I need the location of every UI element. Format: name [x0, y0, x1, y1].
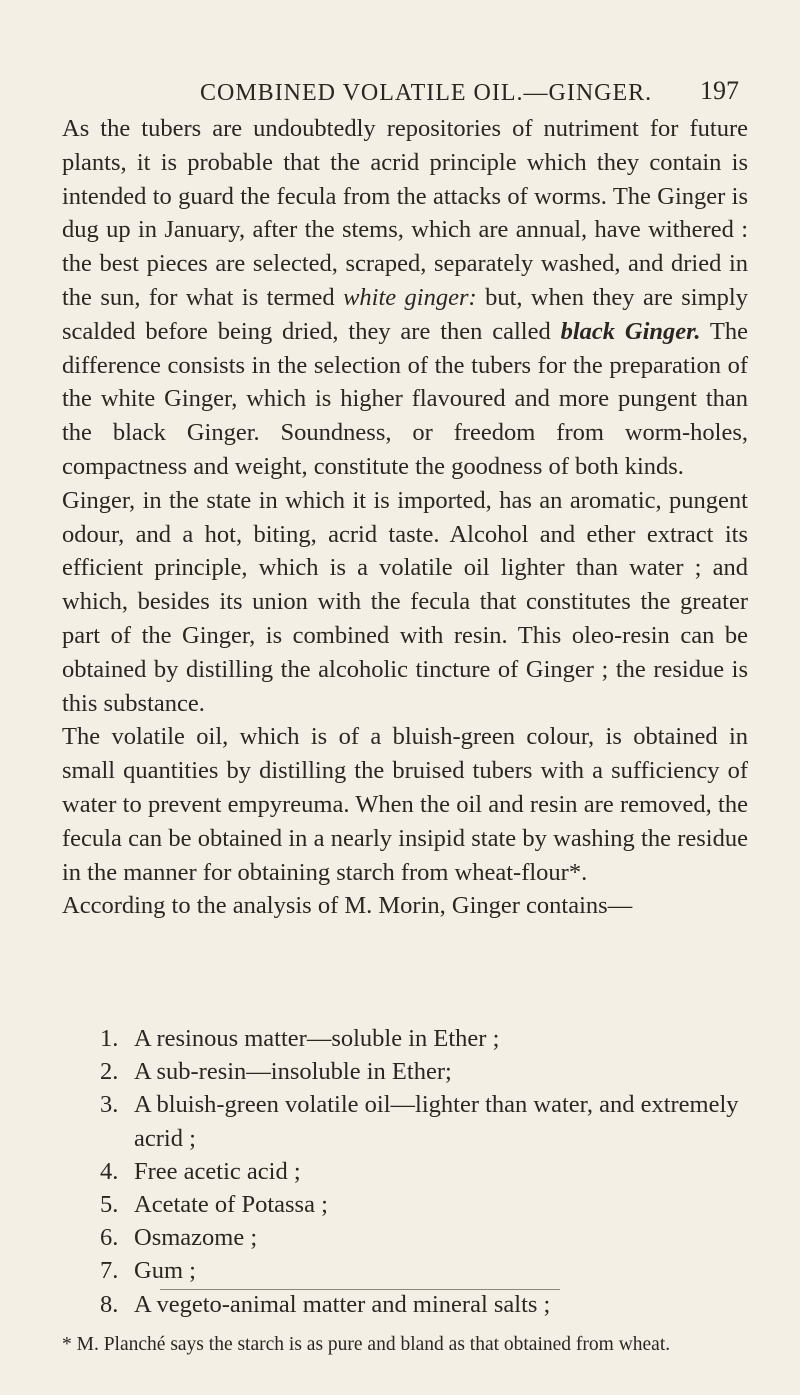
list-item — [100, 1254, 750, 1287]
list-item — [100, 1155, 750, 1188]
list-item — [100, 1055, 750, 1088]
paragraph-1-text-a: As the tubers are undoubtedly repositories of nutriment for future plants, it is probable that the acrid principle which they contain is intended to guard the fecula from the attacks of worms. The Ginger is dug up in January, after the stems, which are annual, have withered : the best pieces are selected, scraped, separately washed, and dried in the sun, for what is termed — [62, 115, 748, 311]
list-number: 6. — [100, 1224, 119, 1252]
list-item — [100, 1221, 750, 1254]
list-number: 4. — [100, 1157, 119, 1185]
list-item — [100, 1288, 750, 1321]
list-number: 5. — [100, 1191, 119, 1219]
list-text: A sub-resin—insoluble in Ether; — [134, 1058, 452, 1086]
list-text: Free acetic acid ; — [134, 1157, 301, 1185]
body-text — [62, 112, 748, 923]
paragraph-1-text-b: but, when they are simply scalded before being dried, they are then called — [62, 283, 748, 345]
paragraph-1 — [62, 112, 748, 484]
list-text: Gum ; — [134, 1257, 196, 1285]
page-number: 197 — [700, 76, 739, 105]
list-text: Osmazome ; — [134, 1224, 258, 1252]
white-ginger-term: white ginger: — [343, 283, 477, 311]
list-number: 8. — [100, 1290, 119, 1318]
list-number: 3. — [100, 1091, 119, 1119]
list-text: A bluish-green volatile oil—lighter than water, and extremely acrid ; — [134, 1091, 739, 1152]
black-ginger-term: black Ginger. — [560, 317, 701, 345]
list-text: A resinous matter—soluble in Ether ; — [134, 1025, 500, 1052]
footnote: * M. Planché says the starch is as pure and bland as that obtained from wheat. — [62, 1334, 671, 1355]
running-title: COMBINED VOLATILE OIL.—GINGER. — [200, 80, 653, 106]
list-item — [100, 1188, 750, 1221]
paragraph-3: The volatile oil, which is of a bluish-green colour, is obtained in small quantities by distilling the bruised tubers with a sufficiency of water to prevent empyreuma. When the oil and resin are removed, the fecula can be obtained in a nearly insipid state by washing the residue in the manner for obtaining starch from wheat-flour*. — [62, 723, 748, 886]
paragraph-1-text-c: The difference consists in the selection of the tubers for the preparation of the white Ginger, which is higher flavoured and more pungent than the black Ginger. Soundness, or freedom from worm-holes, compactness and weight, constitute the goodness of both kinds. — [62, 317, 748, 480]
list-number: 2. — [100, 1058, 119, 1086]
list-number: 1. — [100, 1025, 119, 1052]
list-item — [100, 1022, 750, 1055]
running-head — [0, 74, 800, 114]
footnote-rule — [160, 1289, 560, 1290]
constituents-list — [100, 1022, 750, 1321]
list-text: Acetate of Potassa ; — [134, 1191, 328, 1219]
list-text: A vegeto-animal matter and mineral salts ; — [134, 1290, 551, 1318]
list-item — [100, 1088, 750, 1154]
list-number: 7. — [100, 1257, 119, 1285]
paragraph-4: According to the analysis of M. Morin, Ginger contains— — [62, 892, 633, 920]
paragraph-2: Ginger, in the state in which it is imported, has an aromatic, pungent odour, and a hot, biting, acrid taste. Alcohol and ether extract its efficient principle, which is a volatile oil lighter than water ; and which, besides its union with the fecula that constitutes the greater part of the Ginger, is combined with resin. This oleo-resin can be obtained by distilling the alcoholic tincture of Ginger ; the residue is this substance. — [62, 486, 748, 717]
